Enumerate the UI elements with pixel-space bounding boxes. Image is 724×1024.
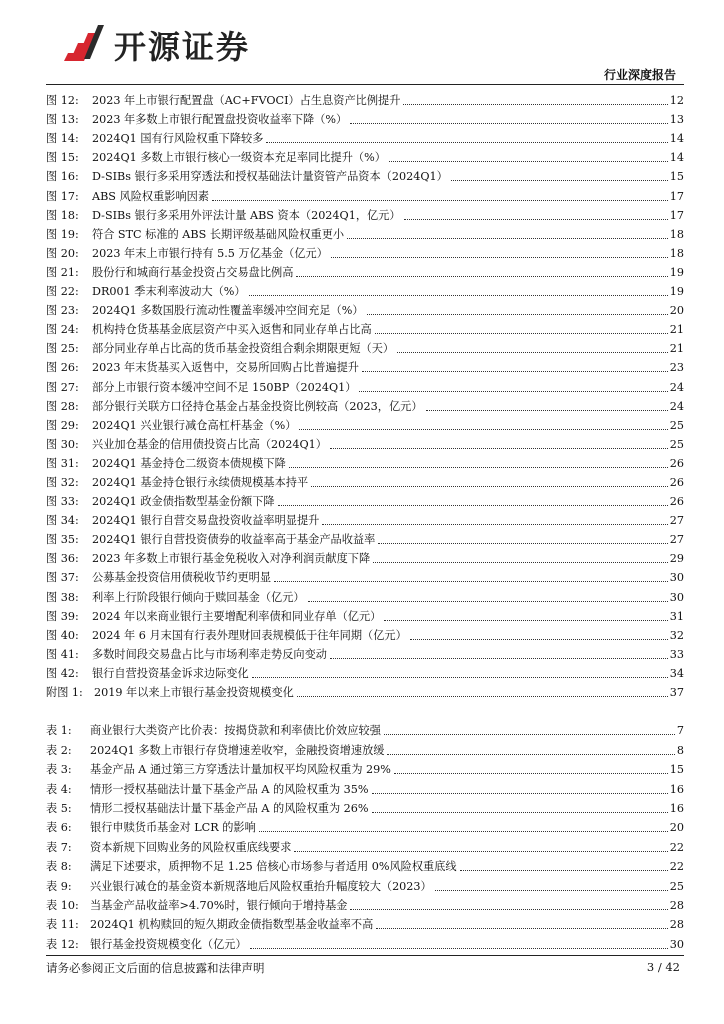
toc-entry-title: 2024Q1 政金债指数型基金份额下降	[92, 495, 275, 509]
toc-entry[interactable]	[46, 414, 684, 433]
toc-entry[interactable]	[46, 280, 684, 299]
toc-entry-title: ABS 风险权重影响因素	[92, 189, 210, 203]
toc-entry-label: 图 33:	[46, 495, 79, 509]
toc-dot-leader	[250, 948, 668, 949]
toc-entry-page: 15	[669, 763, 684, 777]
toc-entry-page: 27	[669, 533, 684, 547]
toc-entry-title: 多数时间段交易盘占比与市场利率走势反向变动	[92, 647, 327, 661]
toc-entry-title: 2024Q1 兴业银行减仓高杠杆基金（%）	[92, 418, 297, 432]
toc-entry[interactable]	[46, 89, 684, 108]
toc-entry-label: 图 18:	[46, 208, 79, 222]
table-list	[46, 719, 684, 952]
toc-dot-leader	[274, 581, 668, 582]
toc-entry[interactable]	[46, 242, 684, 261]
toc-entry-page: 22	[669, 860, 684, 874]
toc-entry-label: 图 42:	[46, 666, 79, 680]
toc-dot-leader	[289, 467, 668, 468]
toc-entry-label: 表 8:	[46, 860, 72, 874]
report-type-label: 行业深度报告	[603, 68, 676, 82]
toc-dot-leader	[330, 448, 668, 449]
toc-entry-label: 表 7:	[46, 840, 72, 854]
toc-dot-leader	[372, 793, 668, 794]
toc-entry-label: 图 35:	[46, 533, 79, 547]
toc-entry-page: 27	[669, 514, 684, 528]
toc-entry-page: 8	[676, 743, 684, 757]
toc-entry-page: 26	[669, 495, 684, 509]
toc-dot-leader	[451, 180, 668, 181]
toc-entry-label: 图 12:	[46, 94, 79, 108]
toc-entry-label: 图 13:	[46, 113, 79, 127]
toc-entry-page: 28	[669, 898, 684, 912]
toc-entry-page: 30	[669, 937, 684, 951]
toc-entry[interactable]	[46, 127, 684, 146]
toc-entry-page: 37	[669, 686, 684, 699]
toc-dot-leader	[362, 371, 668, 372]
toc-entry-title: 2023 年多数上市银行配置盘投资收益率下降（%）	[92, 113, 348, 127]
toc-entry-title: 2024Q1 基金持仓银行永续债规模基本持平	[92, 475, 309, 489]
toc-dot-leader	[350, 123, 668, 124]
toc-entry[interactable]	[46, 835, 684, 854]
toc-entry-page: 12	[669, 94, 684, 108]
toc-entry[interactable]	[46, 337, 684, 356]
toc-dot-leader	[426, 410, 668, 411]
toc-entry-title: 2024Q1 多数上市银行核心一级资本充足率同比提升（%）	[92, 151, 386, 165]
toc-entry-title: 2019 年以来上市银行基金投资规模变化	[94, 686, 294, 699]
toc-entry-label: 图 41:	[46, 647, 79, 661]
toc-entry[interactable]	[46, 299, 684, 318]
toc-dot-leader	[403, 104, 667, 105]
brand-logo-icon	[62, 23, 106, 67]
toc-entry[interactable]	[46, 758, 684, 777]
toc-dot-leader	[266, 142, 667, 143]
toc-entry-label: 图 34:	[46, 514, 79, 528]
toc-entry[interactable]	[46, 816, 684, 835]
toc-entry-label: 图 36:	[46, 552, 79, 566]
toc-dot-leader	[299, 429, 667, 430]
brand-logo	[62, 22, 250, 68]
toc-entry-title: 2023 年末上市银行持有 5.5 万亿基金（亿元）	[92, 246, 328, 260]
toc-entry-label: 图 30:	[46, 437, 79, 451]
toc-entry-title: 兴业银行减仓的基金资本新规落地后风险权重抬升幅度较大（2023）	[90, 879, 432, 893]
toc-entry-label: 图 21:	[46, 265, 79, 279]
toc-dot-leader	[297, 696, 668, 697]
toc-entry[interactable]	[46, 624, 684, 643]
toc-entry-label: 图 23:	[46, 304, 79, 318]
toc-entry-label: 表 11:	[46, 918, 79, 932]
toc-dot-leader	[373, 562, 668, 563]
toc-entry-label: 表 6:	[46, 821, 72, 835]
toc-entry-label: 表 4:	[46, 782, 72, 796]
toc-entry-label: 图 27:	[46, 380, 79, 394]
toc-entry-label: 图 39:	[46, 609, 79, 623]
toc-entry[interactable]	[46, 490, 684, 509]
toc-entry-page: 14	[669, 151, 684, 165]
toc-entry[interactable]	[46, 433, 684, 452]
toc-entry-title: 银行自营投资基金诉求边际变化	[92, 666, 249, 680]
toc-entry-label: 图 38:	[46, 590, 79, 604]
toc-entry[interactable]	[46, 894, 684, 913]
toc-entry-title: D-SIBs 银行多采用穿透法和授权基础法计量资管产品资本（2024Q1）	[92, 170, 448, 184]
toc-entry-title: 满足下述要求，质押物不足 1.25 倍核心市场参与者适用 0%风险权重底线	[90, 860, 457, 874]
toc-dot-leader	[322, 524, 667, 525]
toc-entry[interactable]	[46, 585, 684, 604]
toc-dot-leader	[331, 257, 668, 258]
toc-entry-label: 附图 1:	[46, 686, 83, 699]
toc-entry-page: 25	[669, 418, 684, 432]
toc-entry[interactable]	[46, 395, 684, 414]
toc-entry-label: 图 15:	[46, 151, 79, 165]
toc-dot-leader	[435, 890, 668, 891]
toc-entry-title: 兴业加仓基金的信用债投资占比高（2024Q1）	[92, 437, 327, 451]
toc-dot-leader	[460, 870, 668, 871]
toc-dot-leader	[259, 831, 668, 832]
toc-entry-page: 24	[669, 399, 684, 413]
toc-entry-page: 20	[669, 304, 684, 318]
toc-entry-title: 商业银行大类资产比价表：按揭贷款和利率债比价效应较强	[90, 724, 381, 738]
toc-dot-leader	[330, 658, 668, 659]
toc-entry[interactable]	[46, 204, 684, 223]
footer-divider	[46, 955, 684, 956]
toc-entry-label: 图 37:	[46, 571, 79, 585]
toc-entry-label: 图 31:	[46, 456, 79, 470]
toc-entry-label: 表 5:	[46, 801, 72, 815]
toc-entry-page: 17	[669, 208, 684, 222]
toc-entry-label: 表 2:	[46, 743, 72, 757]
toc-entry-page: 31	[669, 609, 684, 623]
toc-dot-leader	[296, 276, 667, 277]
toc-entry-page: 26	[669, 456, 684, 470]
toc-entry-title: 情形一授权基础法计量下基金产品 A 的风险权重为 35%	[90, 782, 369, 796]
toc-entry-page: 23	[669, 361, 684, 375]
toc-dot-leader	[404, 219, 668, 220]
toc-entry-title: 2024Q1 国有行风险权重下降较多	[92, 132, 264, 146]
toc-dot-leader	[367, 314, 668, 315]
footer-page-number: 3 / 42	[646, 960, 680, 974]
toc-dot-leader	[389, 161, 668, 162]
toc-entry-page: 13	[669, 113, 684, 127]
toc-entry-title: DR001 季末利率波动大（%）	[92, 285, 246, 299]
toc-entry-label: 图 26:	[46, 361, 79, 375]
toc-entry-page: 21	[669, 342, 684, 356]
toc-entry-title: 2023 年上市银行配置盘（AC+FVOCI）占生息资产比例提升	[92, 94, 401, 108]
toc-entry-label: 表 9:	[46, 879, 72, 893]
toc-entry-page: 30	[669, 590, 684, 604]
toc-entry[interactable]	[46, 375, 684, 394]
toc-entry-page: 7	[676, 724, 684, 738]
toc-entry-page: 29	[669, 552, 684, 566]
toc-entry[interactable]	[46, 509, 684, 528]
toc-entry-page: 15	[669, 170, 684, 184]
toc-entry-title: 资本新规下回购业务的风险权重底线要求	[90, 840, 292, 854]
toc-entry-page: 34	[669, 666, 684, 680]
toc-entry-page: 19	[669, 285, 684, 299]
toc-entry-title: 部分同业存单占比高的货币基金投资组合剩余期限更短（天）	[92, 342, 395, 356]
toc-entry[interactable]	[46, 318, 684, 337]
toc-entry[interactable]	[46, 719, 684, 738]
toc-entry-title: 2023 年多数上市银行基金免税收入对净利润贡献度下降	[92, 552, 371, 566]
toc-entry-page: 30	[669, 571, 684, 585]
toc-dot-leader	[308, 601, 668, 602]
toc-entry-page: 25	[669, 437, 684, 451]
toc-entry-title: 符合 STC 标准的 ABS 长期评级基础风险权重更小	[92, 227, 345, 241]
toc-entry-label: 图 24:	[46, 323, 79, 337]
toc-dot-leader	[384, 734, 675, 735]
toc-dot-leader	[294, 851, 667, 852]
toc-dot-leader	[378, 543, 667, 544]
toc-entry-page: 19	[669, 265, 684, 279]
toc-entry-title: 2024 年 6 月末国有行表外理财回表规模低于往年同期（亿元）	[92, 628, 407, 642]
toc-entry-title: 部分银行关联方口径持仓基金占基金投资比例较高（2023，亿元）	[92, 399, 423, 413]
toc-entry[interactable]	[46, 261, 684, 280]
toc-dot-leader	[384, 620, 667, 621]
toc-entry[interactable]	[46, 874, 684, 893]
toc-entry[interactable]	[46, 547, 684, 566]
toc-entry-page: 17	[669, 189, 684, 203]
toc-entry[interactable]	[46, 452, 684, 471]
toc-entry-label: 图 40:	[46, 628, 79, 642]
toc-dot-leader	[249, 295, 668, 296]
toc-entry[interactable]	[46, 662, 684, 681]
toc-entry-title: 2024Q1 基金持仓二级资本债规模下降	[92, 456, 286, 470]
toc-entry[interactable]	[46, 777, 684, 796]
toc-entry-page: 26	[669, 475, 684, 489]
toc-entry-label: 图 17:	[46, 189, 79, 203]
toc-dot-leader	[311, 486, 668, 487]
toc-entry-title: 银行申赎货币基金对 LCR 的影响	[90, 821, 256, 835]
toc-entry-label: 图 28:	[46, 399, 79, 413]
toc-entry-label: 图 25:	[46, 342, 79, 356]
toc-entry-title: 当基金产品收益率>4.70%时，银行倾向于增持基金	[90, 898, 348, 912]
toc-entry[interactable]	[46, 797, 684, 816]
toc-entry-page: 28	[669, 918, 684, 932]
toc-entry-title: 2024 年以来商业银行主要增配利率债和同业存单（亿元）	[92, 609, 382, 623]
toc-entry[interactable]	[46, 146, 684, 165]
toc-entry-label: 图 19:	[46, 227, 79, 241]
toc-entry-page: 25	[669, 879, 684, 893]
figure-list	[46, 89, 684, 700]
toc-entry-label: 图 22:	[46, 285, 79, 299]
toc-entry[interactable]	[46, 855, 684, 874]
toc-dot-leader	[278, 505, 668, 506]
toc-dot-leader	[252, 677, 668, 678]
toc-dot-leader	[387, 754, 674, 755]
footer-disclaimer: 请务必参阅正文后面的信息披露和法律声明	[46, 961, 265, 975]
toc-dot-leader	[394, 773, 668, 774]
toc-entry-title: 2024Q1 多数国股行流动性覆盖率缓冲空间充足（%）	[92, 304, 364, 318]
toc-entry-page: 24	[669, 380, 684, 394]
toc-entry-label: 图 32:	[46, 475, 79, 489]
toc-entry-title: 2023 年末货基买入返售中，交易所回购占比普遍提升	[92, 361, 359, 375]
toc-entry-title: 部分上市银行资本缓冲空间不足 150BP（2024Q1）	[92, 380, 357, 394]
toc-entry[interactable]	[46, 223, 684, 242]
brand-logo-text: 开源证券	[114, 28, 251, 66]
toc-entry-title: 银行基金投资规模变化（亿元）	[90, 937, 247, 951]
toc-entry[interactable]	[46, 108, 684, 127]
toc-entry-title: 2024Q1 银行自营投资债券的收益率高于基金产品收益率	[92, 533, 376, 547]
toc-entry-label: 表 1:	[46, 724, 72, 738]
toc-entry[interactable]	[46, 605, 684, 624]
toc-entry-page: 22	[669, 840, 684, 854]
toc-entry-title: 2024Q1 银行自营交易盘投资收益率明显提升	[92, 514, 320, 528]
toc-entry-page: 32	[669, 628, 684, 642]
toc-entry[interactable]	[46, 165, 684, 184]
toc-entry-title: 利率上行阶段银行倾向于赎回基金（亿元）	[92, 590, 305, 604]
toc-entry-title: D-SIBs 银行多采用外评法计量 ABS 资本（2024Q1，亿元）	[92, 208, 401, 222]
toc-entry-page: 20	[669, 821, 684, 835]
toc-entry[interactable]	[46, 356, 684, 375]
toc-entry-title: 2024Q1 多数上市银行存贷增速差收窄，金融投资增速放缓	[90, 743, 385, 757]
toc-entry[interactable]	[46, 913, 684, 932]
toc-entry[interactable]	[46, 643, 684, 662]
toc-dot-leader	[372, 812, 668, 813]
toc-entry[interactable]	[46, 528, 684, 547]
toc-dot-leader	[350, 909, 667, 910]
toc-dot-leader	[347, 238, 668, 239]
toc-dot-leader	[359, 391, 667, 392]
toc-entry-page: 18	[669, 246, 684, 260]
toc-entry[interactable]	[46, 738, 684, 757]
toc-entry[interactable]	[46, 681, 684, 700]
toc-dot-leader	[375, 333, 668, 334]
toc-entry[interactable]	[46, 566, 684, 585]
toc-dot-leader	[397, 352, 668, 353]
header-divider	[46, 84, 684, 85]
toc-entry-label: 表 12:	[46, 937, 79, 951]
toc-entry-title: 2024Q1 机构赎回的短久期政金债指数型基金收益率不高	[90, 918, 374, 932]
toc-entry-title: 机构持仓货基基金底层资产中买入返售和同业存单占比高	[92, 323, 372, 337]
toc-entry-label: 图 20:	[46, 246, 79, 260]
toc-entry-label: 表 10:	[46, 898, 79, 912]
toc-entry-label: 图 14:	[46, 132, 79, 146]
toc-entry[interactable]	[46, 184, 684, 203]
toc-entry-title: 情形二授权基础法计量下基金产品 A 的风险权重为 26%	[90, 801, 369, 815]
toc-entry-label: 图 16:	[46, 170, 79, 184]
toc-dot-leader	[212, 200, 668, 201]
toc-entry[interactable]	[46, 932, 684, 951]
page-header	[0, 0, 724, 86]
toc-entry-page: 33	[669, 647, 684, 661]
toc-entry-title: 公募基金投资信用债税收节约更明显	[92, 571, 272, 585]
toc-entry-label: 图 29:	[46, 418, 79, 432]
toc-entry[interactable]	[46, 471, 684, 490]
toc-entry-label: 表 3:	[46, 763, 72, 777]
toc-entry-page: 14	[669, 132, 684, 146]
toc-dot-leader	[410, 639, 668, 640]
toc-entry-page: 16	[669, 801, 684, 815]
toc-entry-page: 16	[669, 782, 684, 796]
toc-dot-leader	[376, 928, 667, 929]
toc-entry-page: 21	[669, 323, 684, 337]
toc-entry-page: 18	[669, 227, 684, 241]
toc-entry-title: 股份行和城商行基金投资占交易盘比例高	[92, 265, 294, 279]
toc-entry-title: 基金产品 A 通过第三方穿透法计量加权平均风险权重为 29%	[90, 763, 391, 777]
